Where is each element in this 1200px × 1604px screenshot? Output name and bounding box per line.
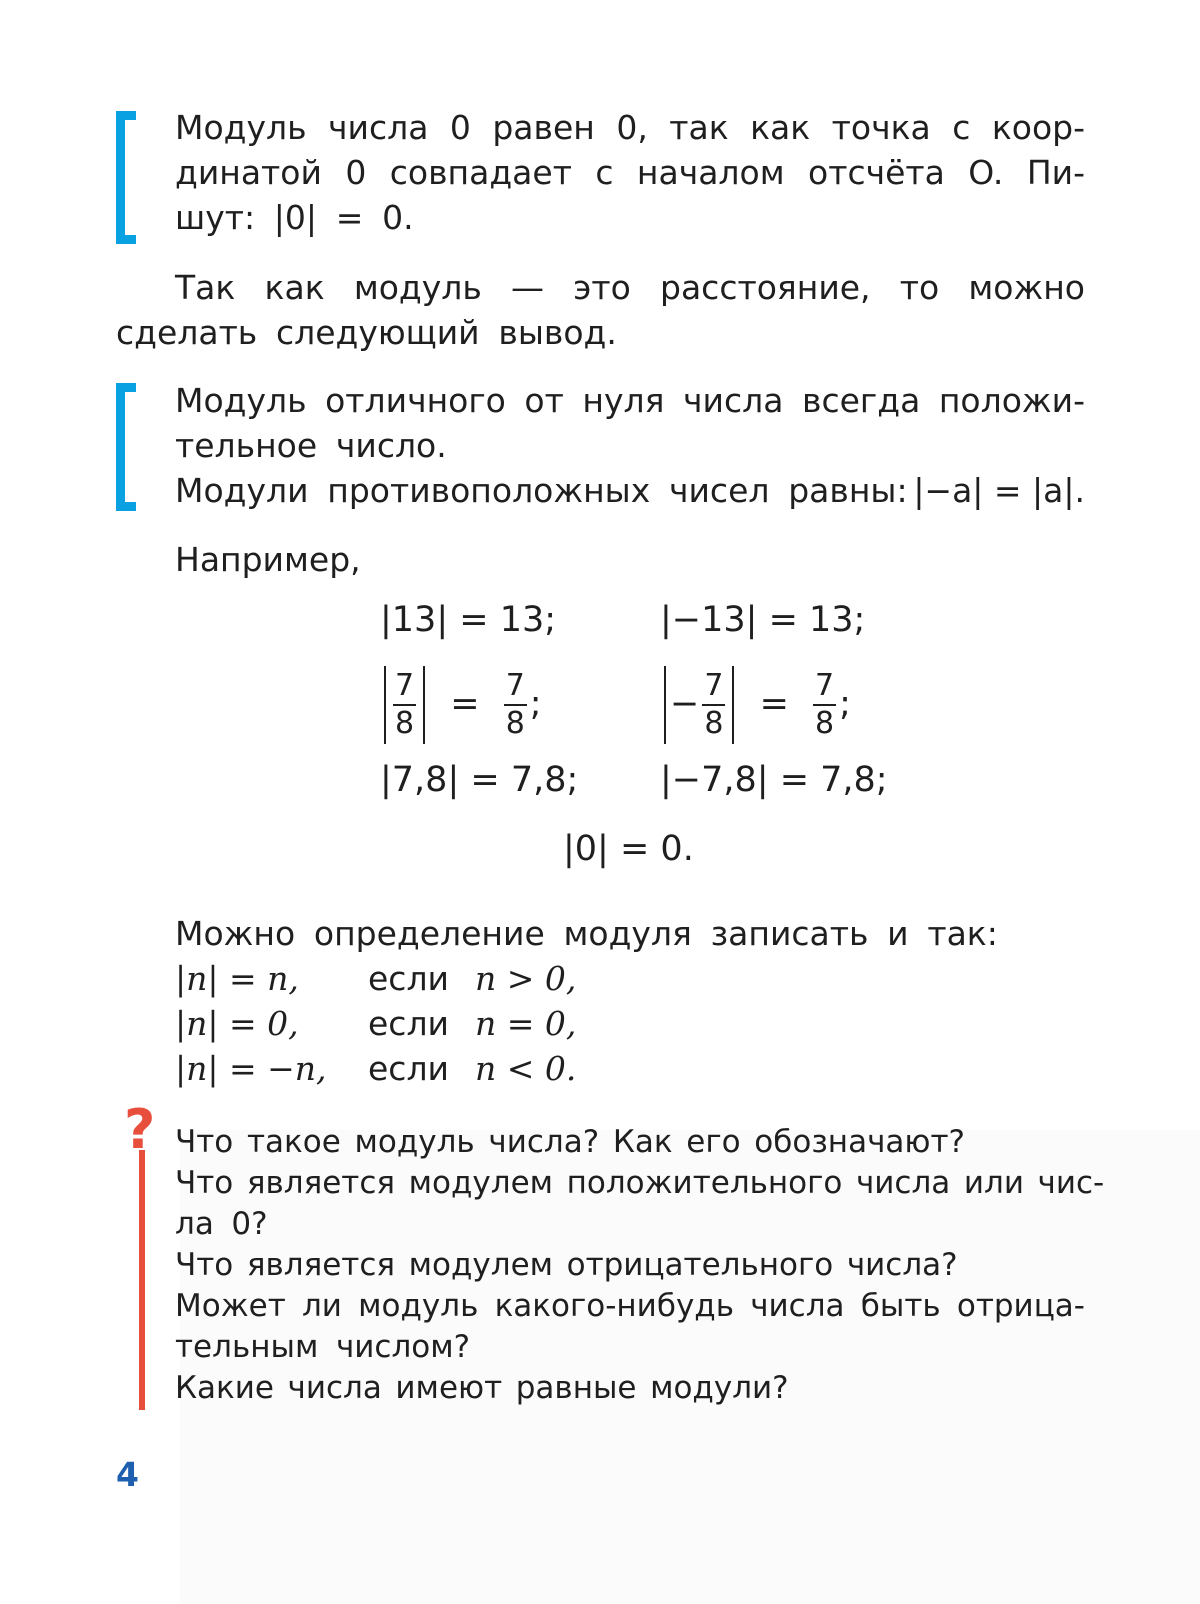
semicolon: ; bbox=[529, 684, 542, 724]
question-2 bbox=[175, 1161, 1105, 1206]
question-1 bbox=[175, 1120, 965, 1165]
example-zero: |0| = 0. bbox=[563, 829, 694, 869]
equals-sign: = bbox=[759, 684, 789, 724]
definition-row-2 bbox=[175, 1001, 675, 1046]
question-1-text: Что такое модуль числа? Как его обозначают? bbox=[175, 1124, 965, 1160]
denominator: 8 bbox=[815, 706, 835, 741]
definition-condition: n = 0, bbox=[475, 1004, 577, 1043]
rule-2 bbox=[175, 378, 1085, 423]
rule-2-line-1: Модуль отличного от нуля числа всегда положи- bbox=[175, 381, 1085, 420]
example-intro: Например, bbox=[175, 540, 361, 579]
semicolon: ; bbox=[839, 684, 851, 724]
fraction bbox=[813, 668, 836, 742]
rule-bracket-1 bbox=[116, 111, 136, 244]
rule-2-line-2: тельное число. bbox=[175, 426, 447, 465]
fraction bbox=[504, 668, 527, 742]
fraction bbox=[702, 668, 725, 742]
example-fraction-positive bbox=[380, 664, 542, 744]
numerator: 7 bbox=[393, 668, 416, 706]
definition-lhs: |n| = 0, bbox=[175, 1004, 299, 1043]
definition-if: если bbox=[368, 1004, 449, 1043]
question-4 bbox=[175, 1284, 1085, 1329]
rule-bracket-2 bbox=[116, 383, 136, 511]
denominator: 8 bbox=[395, 706, 415, 741]
definition-row-3 bbox=[175, 1046, 675, 1091]
question-3-text: Что является модулем отрицательного числа? bbox=[175, 1247, 958, 1283]
definition-condition: n < 0. bbox=[475, 1049, 577, 1088]
rule-2-line-2-wrap bbox=[175, 423, 447, 468]
example-7-8: |7,8| = 7,8; bbox=[380, 760, 579, 800]
definition-row-1 bbox=[175, 956, 675, 1001]
rule-1-line-3: шут: |0| = 0. bbox=[175, 198, 414, 237]
question-4-text: Может ли модуль какого-нибудь числа быть отрица- bbox=[175, 1288, 1085, 1324]
paragraph-1-line-1: Так как модуль — это расстояние, то можно bbox=[175, 268, 1085, 307]
paragraph-1-line-2-wrap bbox=[116, 310, 617, 355]
definition-lhs: |n| = n, bbox=[175, 959, 299, 998]
denominator: 8 bbox=[505, 706, 525, 741]
minus-sign: − bbox=[670, 684, 700, 724]
abs-bar-left bbox=[384, 666, 386, 744]
abs-bar-left bbox=[664, 666, 666, 744]
question-2-text: Что является модулем положительного числа или чис- bbox=[175, 1165, 1105, 1201]
numerator: 7 bbox=[813, 668, 836, 706]
numerator: 7 bbox=[702, 668, 725, 706]
paragraph-1-line-2: сделать следующий вывод. bbox=[116, 313, 617, 352]
rule-2-line-3-formula: |−a| = |a|. bbox=[913, 471, 1085, 510]
question-5 bbox=[175, 1366, 789, 1411]
example-13: |13| = 13; bbox=[380, 600, 557, 640]
numerator: 7 bbox=[504, 668, 527, 706]
example-minus-7-8: |−7,8| = 7,8; bbox=[660, 760, 888, 800]
paragraph-1 bbox=[175, 265, 1085, 310]
equals-sign: = bbox=[450, 684, 480, 724]
questions-line bbox=[139, 1150, 145, 1410]
page-number: 4 bbox=[116, 1455, 139, 1494]
definition-lhs: |n| = −n, bbox=[175, 1049, 327, 1088]
example-fraction-negative bbox=[660, 664, 851, 744]
rule-1 bbox=[175, 105, 1085, 195]
rule-1-line-3-wrap bbox=[175, 195, 414, 240]
fraction bbox=[393, 668, 416, 742]
rule-1-line-2: динатой 0 совпадает с началом отсчёта O. Пи- bbox=[175, 153, 1085, 192]
definition-if: если bbox=[368, 959, 449, 998]
abs-bar-right bbox=[423, 666, 425, 744]
rule-2-line-3-text: Модули противоположных чисел равны: bbox=[175, 471, 908, 510]
definition-intro: Можно определение модуля записать и так: bbox=[175, 914, 998, 953]
question-5-text: Какие числа имеют равные модули? bbox=[175, 1370, 789, 1406]
definition-if: если bbox=[368, 1049, 449, 1088]
question-3 bbox=[175, 1243, 958, 1288]
example-minus-13: |−13| = 13; bbox=[660, 600, 866, 640]
question-4-cont: тельным числом? bbox=[175, 1329, 471, 1365]
definition-condition: n > 0, bbox=[475, 959, 577, 998]
rule-1-line-1: Модуль числа 0 равен 0, так как точка с коор- bbox=[175, 108, 1085, 147]
question-2-cont: ла 0? bbox=[175, 1206, 268, 1242]
definition-intro-wrap bbox=[175, 911, 998, 956]
denominator: 8 bbox=[704, 706, 724, 741]
question-mark-icon: ? bbox=[124, 1098, 156, 1161]
abs-bar-right bbox=[732, 666, 734, 744]
